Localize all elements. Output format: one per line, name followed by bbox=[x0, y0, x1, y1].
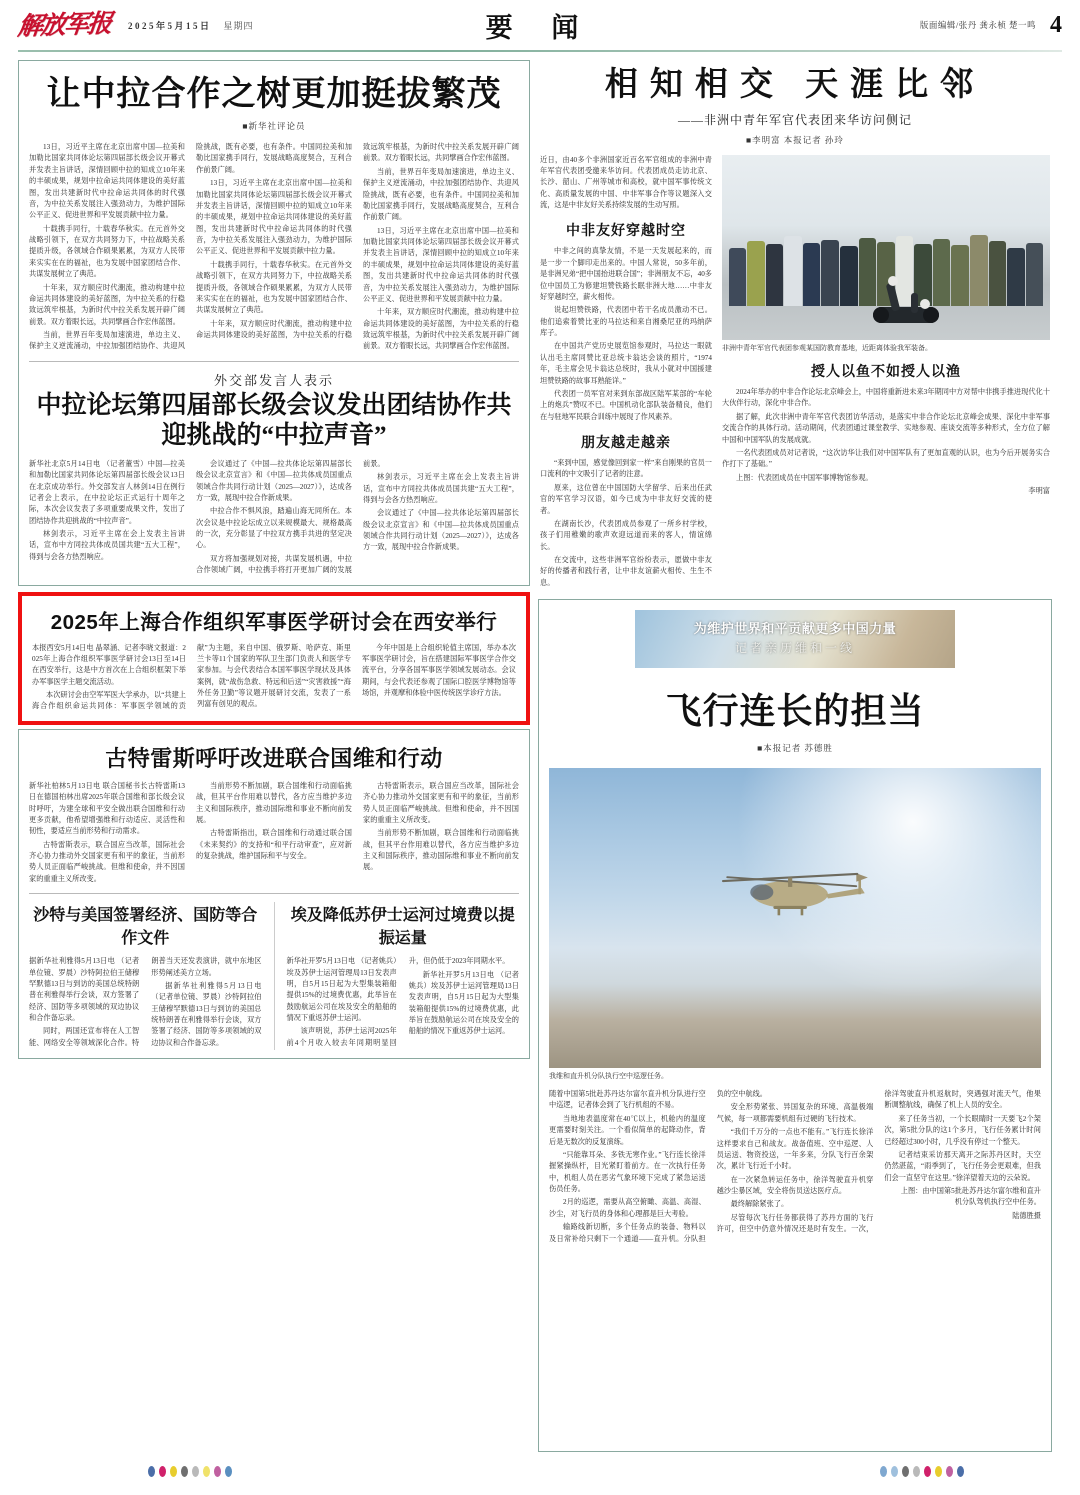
newspaper-logo: 解放军报 bbox=[16, 9, 112, 41]
paragraph-lead: 本报西安5月14日电 晶翠涵、记者李晓文报道：2025年上海合作组织军事医学研讨会13日至14日在西安举行，这是中方首次在上合组织框架下举办军事医学主题交流活动。 bbox=[32, 643, 186, 686]
pilot-body bbox=[549, 1089, 1041, 1245]
paragraph: 安全形势紧张、异国复杂的环境、高温极端气候，每一项都需要机组有过硬的飞行技术。 bbox=[716, 1103, 874, 1123]
photo-robot bbox=[863, 271, 953, 329]
paragraph: 记者结束采访那天离开之际苏丹区时，天空仍然湛蓝，“雨季到了，飞行任务会更艰难，但我们会一直坚守在这里。”徐洋望着天边的云朵说。 bbox=[884, 1150, 1041, 1182]
paragraph: 十载携手同行，十载春华秋实。在元首外交战略引领下，在双方共同努力下，中拉战略关系提质升级，各领域合作硕果累累，为双方人民带来实实在在的福祉，也为发展中国家团结合作、共谋发展树立了典范。 bbox=[29, 224, 185, 279]
paragraph: 十载携手同行，十载春华秋实。在元首外交战略引领下，在双方共同努力下，中拉战略关系提质升级，各领域合作硕果累累，为双方人民带来实实在在的福祉，也为发展中国家团结合作、共谋发展树立了典范。 bbox=[196, 260, 352, 315]
photo-delegation-lobby bbox=[722, 155, 1050, 340]
masthead bbox=[0, 0, 1080, 50]
paragraph-lead: 据新华社利雅得5月13日电 （记者单位镜、罗晨）沙特阿拉伯王储穆罕默德13日与到访的美国总统特朗普在利雅得举行会谈，双方签署了经济、国防等多项领域的双边协议和合作备忘录。 bbox=[29, 957, 140, 1023]
section-divider bbox=[29, 361, 519, 362]
paragraph: 该声明说，苏伊士运河2025年前4个月收入较去年同期明显回升，但仍低于2023年同期水平。 bbox=[286, 957, 510, 1047]
africa-right-block bbox=[722, 155, 1050, 592]
pilot-byline: ■本报记者 苏德胜 bbox=[757, 742, 833, 753]
paragraph: 古特雷斯指出，联合国维和行动通过联合国《未来契约》的支持和“和平行动审查”，应对新的复杂挑战，维护国际和平与安全。 bbox=[196, 829, 352, 861]
suez-headline: 埃及降低苏伊士运河过境费以提振运量 bbox=[290, 907, 515, 948]
paragraph: 在湖南长沙，代表团成员参观了一所乡村学校，孩子们用稚嫩的歌声欢迎远道而来的客人，情谊绵长。 bbox=[540, 519, 712, 551]
paragraph: 当前形势不断加剧，联合国维和行动面临挑战，但其平台作用难以替代，各方应当维护多边主义和国际秩序，推动国际维和事业不断向前发展。 bbox=[363, 829, 519, 872]
paragraph-lead: 新华社开罗5月13日电 （记者姚兵）埃及苏伊士运河管理局13日发表声明，自5月15日起为大型集装箱船提供15%的过境费优惠，此举旨在鼓励航运公司在埃及安全的船舶的情况下重返苏伊士运河。 bbox=[286, 957, 397, 1023]
paragraph: 输路线新切断，多个任务点的装备、物料以及日常补给只剩下一个通道——直升机。分队担负的空中航线。 bbox=[549, 1090, 767, 1243]
paragraph: 13日，习近平主席在北京出席中国—拉美和加勒比国家共同体论坛第四届部长级会议开幕式并发表主旨讲话，深情回顾中拉的知成立10年来的丰硕成果，规划中拉命运共同体建设的美好蓝图，发出共建新时代中拉命运共同体的时代强音，为中拉关系发展注入强劲动力，为维护国际公平正义、促进世界和平发展贡献中拉力量。 bbox=[196, 179, 352, 256]
saudi-body bbox=[29, 956, 262, 1050]
page-editors: 版面编辑/张丹 龚永桢 楚一鸣 bbox=[919, 20, 1036, 30]
paragraph: 今年中国是上合组织轮值主席国，举办本次军事医学研讨会，旨在搭建国际军事医学合作交流平台，分享各国军事医学领域发展动态。会议期间，与会代表还参观了国际口腔医学博物馆等场馆，并观摩和体验中医传统医学诊疗方法。 bbox=[362, 643, 516, 698]
article-africa-delegation bbox=[538, 60, 1052, 591]
article-editorial bbox=[18, 60, 530, 586]
reg-dot bbox=[957, 1466, 964, 1477]
paragraph: 13日，习近平主席在北京出席中国—拉美和加勒比国家共同体论坛第四届部长级会议开幕式并发表主旨讲话，深情回顾中拉的知成立10年来的丰硕成果，规划中拉命运共同体建设的美好蓝图，发出共建新时代中拉命运共同体的时代强音，为中拉关系发展注入强劲动力，为维护国际公平正义、促进世界和平发展贡献中拉力量。 bbox=[363, 226, 519, 303]
reg-dot bbox=[902, 1466, 909, 1477]
reg-dot bbox=[924, 1466, 931, 1477]
reg-dot bbox=[192, 1466, 199, 1477]
paragraph: 在中国共产党历史展览馆参观时，马拉达一眼就认出毛主席同赞比亚总统卡翁达会谈的照片，“1974年，毛主席会见卡翁达总统时，我从小就对中国援建坦赞铁路的故事耳熟能详。” bbox=[540, 342, 712, 385]
africa-text-right bbox=[722, 387, 1050, 497]
paragraph: 在一次紧急转运任务中，徐洋驾驶直升机穿越沙尘暴区域，安全将伤员送达医疗点。 bbox=[716, 1175, 874, 1196]
africa-headline: 相知相交 天涯比邻 bbox=[604, 67, 986, 103]
reg-dot bbox=[225, 1466, 232, 1477]
sco-body bbox=[32, 643, 516, 713]
africa-content bbox=[540, 155, 1050, 592]
photo-credit: 李明富 bbox=[1028, 487, 1050, 496]
paragraph: 据新华社利雅得5月13日电 （记者单位镜、罗晨）沙特阿拉伯王储穆罕默德13日与到访的美国总统特朗普在利雅得举行会谈，双方签署了经济、国防等多项领域的双边协议和合作备忘录。 bbox=[151, 981, 262, 1047]
brief-divider bbox=[274, 902, 275, 1050]
paragraph: 最终解除紧张了。 bbox=[730, 1200, 789, 1209]
paragraph: 当前形势不断加剧，联合国维和行动面临挑战，但其平台作用难以替代，各方应当维护多边主义和国际秩序，推动国际维和事业不断向前发展。 bbox=[196, 781, 352, 824]
paragraph: 古特雷斯表示，联合国应当改革，国际社会齐心协力推动外交国家更有和平的象征，当前形势人员正面临严峻挑战。但维和使命，并不因国家的重重主义所改变。 bbox=[363, 781, 519, 824]
paragraph: 林剑表示，习近平主席在会上发表主旨讲话，宣布中方同拉共体成员国共建“五大工程”，得到与会各方热烈响应。 bbox=[29, 530, 185, 561]
paragraph: 上图：由中国第5批赴苏丹达尔富尔维和直升机分队驾机执行空中任务。 bbox=[900, 1187, 1041, 1207]
robot-silhouette-icon bbox=[863, 271, 953, 329]
photo-credit: 陆德胜摄 bbox=[1012, 1211, 1041, 1220]
paragraph: 代表团一员军官对来到东部战区陆军某部的“车轮上的炮兵”赞叹不已。中国机动化部队装备精良，他们在与驻地军民联合训练中展现了作风素养。 bbox=[540, 389, 712, 421]
paragraph: 十年来，双方顺应时代潮流，推动构建中拉命运共同体建设的美好蓝图，为中拉关系的行稳致远筑牢根基，为新时代中拉关系发展开辟广阔前景。双方着眼长远，共同擘画合作宏伟蓝图。 bbox=[29, 283, 185, 326]
right-column bbox=[538, 60, 1052, 1452]
editorial-headline: 让中拉合作之树更加挺拔繁茂 bbox=[46, 75, 502, 113]
paragraph: 当前，世界百年变局加速演进，单边主义、保护主义逆流涌动，中拉加强团结协作、共迎风险挑战，既有必要，也有条件。中国同拉美和加勒比国家携手同行，发展战略高度契合，互利合作前景广阔。 bbox=[29, 143, 352, 351]
article-suez bbox=[287, 902, 520, 1050]
forum-body bbox=[29, 459, 519, 577]
paragraph: 上图：代表团成员在中国军事博物馆参观。 bbox=[736, 473, 873, 482]
paragraph: 本次研讨会由空军军医大学承办，以“共建上海合作组织命运共同体：军事医学领域的贡献”为主题，来自中国、俄罗斯、哈萨克、斯里兰卡等11个国家的军队卫生部门负责人和医学专家参加。与会代表结合本国军事医学现状及具体案例，就“战伤急救、特远和后送”“灾害救援”“海外任务卫勤”等议题开展研讨交流，发表了一系列富有创见的观点。 bbox=[32, 643, 351, 711]
paragraph: 当地地表温度常在40℃以上，机舱内的温度更需要时刻关注。一个看似简单的起降动作，背后是无数次的反复演练。 bbox=[549, 1114, 706, 1146]
africa-section2-title: 授人以鱼不如授人以渔 bbox=[811, 363, 961, 380]
photo-helicopter bbox=[549, 768, 1041, 1068]
paragraph: “只能靠耳朵、多铁无寒作业。”飞行连长徐洋握紧操纵杆，目光紧盯着前方。在一次执行任务中，机组人员在恶劣气象环境下完成了紧急运送伤员任务。 bbox=[549, 1150, 706, 1194]
article-saudi-us bbox=[29, 902, 262, 1050]
section-divider bbox=[29, 893, 519, 894]
paragraph: 会议通过了《中国—拉共体论坛第四届部长级会议北京宣言》和《中国—拉共体成员国重点领域合作共同行动计划（2025—2027）》，达成各方一致，展现中拉合作新成果。 bbox=[196, 459, 352, 502]
left-column bbox=[18, 60, 530, 1452]
reg-dot bbox=[913, 1466, 920, 1477]
paragraph: 同时，两国还宣布将在人工智能、网络安全等领域深化合作。特朗普当天还发表演讲，就中东地区形势阐述美方立场。 bbox=[29, 957, 262, 1047]
reg-dot bbox=[880, 1466, 887, 1477]
paragraph: 据了解，此次非洲中青年军官代表团访华活动，是落实中非合作论坛北京峰会成果、深化中非军事交流合作的具体行动。活动期间，代表团通过课堂教学、实地参观、座谈交流等多种形式，全方位了解中国和中国军队的发展成就。 bbox=[722, 412, 1050, 444]
suez-body bbox=[287, 956, 520, 1049]
banner-line-1: 为维护世界和平贡献更多中国力量 bbox=[693, 621, 897, 637]
helicopter-silhouette-icon bbox=[677, 846, 903, 930]
paragraph-lead: 新华社柏林5月13日电 联合国秘书长古特雷斯13日在德国柏林出席2025年联合国维和部长级会议时呼吁，为建全球和平安全做出联合国维和行动更多贡献，他希望增强维和行动适应、灵活性和韧性，要适应当前形势和行动需求。 bbox=[29, 781, 185, 836]
reg-dot bbox=[214, 1466, 221, 1477]
page-grid bbox=[0, 52, 1080, 1452]
un-body bbox=[29, 781, 519, 885]
paragraph: 一名代表团成员对记者说，“这次访华让我们对中国军队有了更加直观的认识，也为今后开展务实合作打下了基础。” bbox=[722, 448, 1050, 469]
paragraph: 当前，世界百年变局加速演进，单边主义、保护主义逆流涌动，中拉加强团结协作、共迎风险挑战，既有必要，也有条件。中国同拉美和加勒比国家携手同行，发展战略高度契合，互利合作前景广阔。 bbox=[363, 167, 519, 222]
article-forum bbox=[29, 370, 519, 577]
reg-dot bbox=[181, 1466, 188, 1477]
paragraph: 原来，这位曾在中国国防大学留学、后来出任武官的军官学习汉语，如今已成为中非友好交流的使者。 bbox=[540, 483, 712, 515]
editorial-byline: ■新华社评论员 bbox=[242, 121, 306, 132]
un-headline: 古特雷斯呼吁改进联合国维和行动 bbox=[105, 745, 443, 771]
africa-section1-title: 中非友好穿越时空 bbox=[566, 222, 686, 239]
paragraph: 中非之间的真挚友情，不是一天发展起来的，而是一步一个脚印走出来的。中国人常说，50多年前，是非洲兄弟“把中国抬进联合国”；非洲朋友不忘，40多位中国员工为修建坦赞铁路长眠非洲大地……中非友好穿越时空，薪火相传。 bbox=[540, 247, 712, 301]
registration-marks-right bbox=[880, 1466, 964, 1477]
section-title: 要 闻 bbox=[485, 12, 595, 43]
paragraph-lead: 随着中国第5批赴苏丹达尔富尔直升机分队进行空中巡逻，记者体会到了飞行机组的不易。 bbox=[549, 1090, 706, 1110]
paragraph: 2月的巡逻，需要从高空俯瞰、高温、高湿、沙尘，对飞行员的身体和心理都是巨大考验。 bbox=[549, 1198, 706, 1218]
helicopter-photo-caption: 我维和直升机分队执行空中巡逻任务。 bbox=[549, 1071, 668, 1080]
reg-dot bbox=[935, 1466, 942, 1477]
forum-headline: 中拉论坛第四届部长级会议发出团结协作共迎挑战的“中拉声音” bbox=[36, 391, 512, 449]
paragraph: 会议通过了《中国—拉共体论坛第四届部长级会议北京宣言》和《中国—拉共体成员国重点领域合作共同行动计划（2025—2027）》，达成各方一致，展现中拉合作新成果。 bbox=[363, 509, 519, 552]
paragraph: 古特雷斯表示，联合国应当改革，国际社会齐心协力推动外交国家更有和平的象征，当前形势人员正面临严峻挑战。但维和使命，并不因国家的重重主义所改变。 bbox=[29, 840, 185, 883]
paragraph: 来了任务当初，一个长眼睛时一天要飞2个架次，第5批分队的这1个多月，飞行任务累计时间已经超过300小时，几乎没有停过一个整天。 bbox=[884, 1114, 1041, 1146]
publication-weekday: 星期四 bbox=[223, 20, 254, 31]
reg-dot bbox=[891, 1466, 898, 1477]
page-number: 4 bbox=[1050, 12, 1062, 38]
saudi-headline: 沙特与美国签署经济、国防等合作文件 bbox=[33, 907, 258, 948]
article-pilot-duty bbox=[538, 599, 1052, 1452]
paragraph: 十年来，双方顺应时代潮流，推动构建中拉命运共同体建设的美好蓝图，为中拉关系的行稳致远筑牢根基，为新时代中拉关系发展开辟广阔前景。双方着眼长远，共同擘画合作宏伟蓝图。 bbox=[196, 143, 519, 340]
africa-byline: ■李明富 本报记者 孙玲 bbox=[746, 134, 844, 145]
pilot-headline: 飞行连长的担当 bbox=[665, 690, 925, 732]
paragraph: 尽管每次飞行任务都获得了苏丹方面的飞行许可，但空中仍意外情况还是时有发生。一次，徐洋驾驶直升机返航时，突遇强对流天气，他果断调整航线，确保了机上人员的安全。 bbox=[716, 1090, 1041, 1234]
reg-dot bbox=[203, 1466, 210, 1477]
bottom-briefs bbox=[29, 902, 519, 1050]
masthead-right-group bbox=[920, 13, 1062, 37]
paragraph: 2024年举办的中非合作论坛北京峰会上，中国将重新进未来3年期同中方对帮中非携手推进现代化十大伙伴行动，深化中非合作。 bbox=[722, 388, 1050, 408]
banner-line-2: 记者亲历维和一线 bbox=[734, 641, 855, 656]
reg-dot bbox=[946, 1466, 953, 1477]
paragraph: “我们千万分的一点也不能有。”飞行连长徐洋这样要求自己和战友。战备值班、空中巡逻、人员运送、物资投送，一年多来，分队飞行百余架次，累计飞行近千小时。 bbox=[716, 1128, 874, 1171]
africa-text-left bbox=[540, 155, 712, 592]
africa-section3-title: 朋友越走越亲 bbox=[581, 434, 671, 451]
article-un-peacekeeping bbox=[18, 729, 530, 1059]
reg-dot bbox=[148, 1466, 155, 1477]
paragraph: 13日，习近平主席在北京出席中国—拉美和加勒比国家共同体论坛第四届部长级会议开幕式并发表主旨讲话，深情回顾中拉的知成立10年来的丰硕成果，规划中拉命运共同体建设的美好蓝图，发出共建新时代中拉命运共同体的时代强音，为中拉关系发展注入强劲动力，为维护国际公平正义、促进世界和平发展贡献中拉力量。 bbox=[29, 143, 185, 220]
paragraph: 在交流中，这些非洲军官纷纷表示，愿做中非友好的传播者和践行者，让中非友谊薪火相传、生生不息。 bbox=[540, 556, 712, 587]
paragraph: 中拉合作不惧风浪，踏遍山海无同所在。本次会议是中拉论坛成立以来规模最大、规格最高的一次，充分彰显了中拉双方携手共进的坚定决心。 bbox=[196, 507, 352, 550]
photo-delegation-caption: 非洲中青年军官代表团参观某国防教育基地，近距离体验我军装备。 bbox=[722, 343, 932, 352]
reg-dot bbox=[170, 1466, 177, 1477]
paragraph-lead: 近日，由40多个非洲国家近百名军官组成的非洲中青年军官代表团受邀来华访问。代表团成员走访北京、长沙、韶山、广州等城市和高校，就中国军事传统文化、高质量发展的中国、中非军事合作等议题深入交流，这是中非友好关系持续发展的生动写照。 bbox=[540, 155, 712, 210]
paragraph-lead: 新华社北京5月14日电 （记者董雪）中国—拉美和加勒比国家共同体论坛第四届部长级会议13日在北京成功举行。外交部发言人林剑14日在例行记者会上表示，在中拉论坛正式运行十周年之际，本次会议发表了多项重要成果文件，发出了团结协作共迎挑战的“中拉声音”。 bbox=[29, 459, 185, 525]
reg-dot bbox=[159, 1466, 166, 1477]
paragraph: 双方将加强规划对接，共谋发展机遇，中拉合作领域广阔，中拉携手将打开更加广阔的发展前景。 bbox=[196, 459, 385, 575]
paragraph: “来到中国，感觉像回到家一样”来自刚果的官员一口流利的中文吸引了记者的注意。 bbox=[540, 459, 712, 479]
registration-marks-left bbox=[148, 1466, 232, 1477]
paragraph: 林剑表示，习近平主席在会上发表主旨讲话，宣布中方同拉共体成员国共建“五大工程”，得到与会各方热烈响应。 bbox=[363, 473, 519, 504]
article-sco-military-medicine bbox=[18, 592, 530, 725]
forum-kicker: 外交部发言人表示 bbox=[213, 372, 334, 388]
paragraph: 新华社开罗5月13日电 （记者姚兵）埃及苏伊士运河管理局13日发表声明，自5月15日起为大型集装箱船提供15%的过境费优惠，此举旨在鼓励航运公司在埃及安全的船舶的情况下重返苏伊士运河。 bbox=[408, 970, 519, 1036]
sco-headline: 2025年上海合作组织军事医学研讨会在西安举行 bbox=[50, 610, 498, 634]
paragraph: 说起坦赞铁路，代表团中若干名成员激动不已。他们追索着赞比亚的马拉达和来自湘桑尼亚的玛纳萨库子。 bbox=[540, 306, 712, 338]
publication-date: 2025年5月15日 bbox=[128, 20, 212, 31]
paragraph: 十年来，双方顺应时代潮流，推动构建中拉命运共同体建设的美好蓝图，为中拉关系的行稳致远筑牢根基，为新时代中拉关系发展开辟广阔前景。双方着眼长远，共同擘画合作宏伟蓝图。 bbox=[363, 308, 519, 351]
series-banner bbox=[635, 610, 955, 668]
africa-subhead: ——非洲中青年军官代表团来华访问侧记 bbox=[677, 112, 912, 127]
editorial-body bbox=[29, 142, 519, 353]
